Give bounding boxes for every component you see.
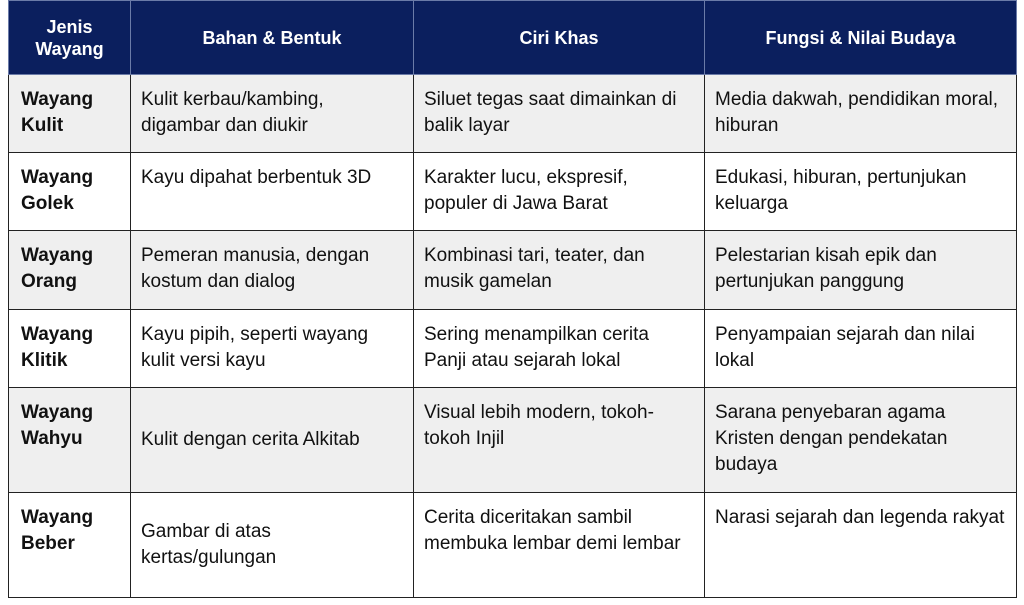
row-fungsi: Media dakwah, pendidikan moral, hiburan (705, 75, 1017, 153)
header-bahan-bentuk: Bahan & Bentuk (131, 1, 414, 75)
header-fungsi-nilai-budaya: Fungsi & Nilai Budaya (705, 1, 1017, 75)
row-ciri: Visual lebih modern, tokoh-tokoh Injil (414, 388, 705, 493)
row-fungsi: Pelestarian kisah epik dan pertunjukan panggung (705, 231, 1017, 310)
wayang-table-container (8, 0, 1016, 598)
row-fungsi: Narasi sejarah dan legenda rakyat (705, 493, 1017, 598)
row-bahan: Pemeran manusia, dengan kostum dan dialog (131, 231, 414, 310)
row-ciri: Sering menampilkan cerita Panji atau sejarah lokal (414, 310, 705, 388)
wayang-comparison-table (8, 0, 1017, 598)
row-name: Wayang Kulit (9, 75, 131, 153)
table-row (9, 75, 1017, 153)
row-fungsi: Edukasi, hiburan, pertunjukan keluarga (705, 153, 1017, 231)
row-name: Wayang Beber (9, 493, 131, 598)
row-fungsi: Sarana penyebaran agama Kristen dengan pendekatan budaya (705, 388, 1017, 493)
row-name: Wayang Golek (9, 153, 131, 231)
table-row (9, 493, 1017, 598)
row-fungsi: Penyampaian sejarah dan nilai lokal (705, 310, 1017, 388)
row-ciri: Karakter lucu, ekspresif, populer di Jawa Barat (414, 153, 705, 231)
table-row (9, 153, 1017, 231)
row-name: Wayang Klitik (9, 310, 131, 388)
table-row (9, 231, 1017, 310)
row-bahan: Gambar di atas kertas/gulungan (131, 493, 414, 598)
row-bahan: Kulit dengan cerita Alkitab (131, 388, 414, 493)
row-ciri: Cerita diceritakan sambil membuka lembar demi lembar (414, 493, 705, 598)
row-ciri: Kombinasi tari, teater, dan musik gamelan (414, 231, 705, 310)
row-ciri: Siluet tegas saat dimainkan di balik layar (414, 75, 705, 153)
row-name: Wayang Orang (9, 231, 131, 310)
row-bahan: Kulit kerbau/kambing, digambar dan diukir (131, 75, 414, 153)
header-ciri-khas: Ciri Khas (414, 1, 705, 75)
table-row (9, 310, 1017, 388)
table-row (9, 388, 1017, 493)
row-bahan: Kayu pipih, seperti wayang kulit versi kayu (131, 310, 414, 388)
row-name: Wayang Wahyu (9, 388, 131, 493)
table-header-row (9, 1, 1017, 75)
header-jenis-wayang: Jenis Wayang (9, 1, 131, 75)
row-bahan: Kayu dipahat berbentuk 3D (131, 153, 414, 231)
